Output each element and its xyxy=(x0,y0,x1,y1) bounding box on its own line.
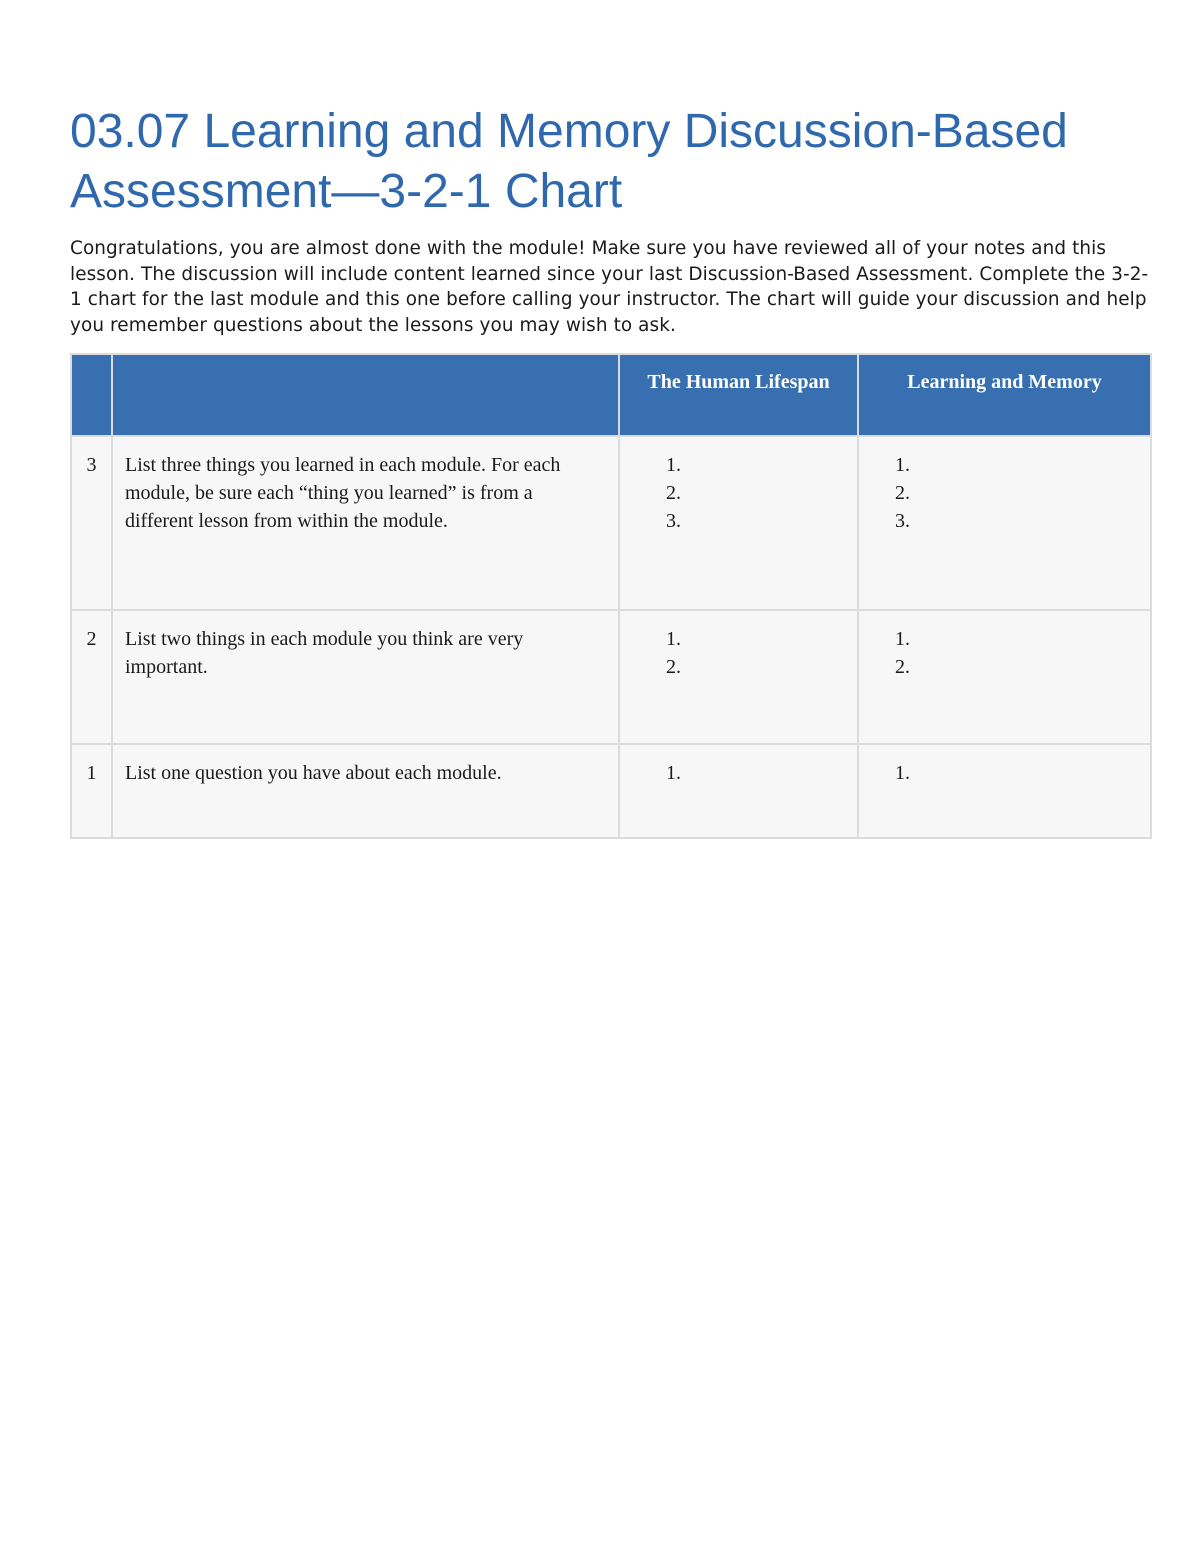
table-row xyxy=(71,744,1151,838)
table-row xyxy=(71,610,1151,744)
list-item: 1. xyxy=(895,762,910,784)
header-human-lifespan: The Human Lifespan xyxy=(619,354,858,436)
chart-header-row xyxy=(71,354,1151,436)
header-description-cell xyxy=(112,354,619,436)
human-lifespan-answer-cell[interactable] xyxy=(619,610,858,744)
list-item: 1. xyxy=(666,762,681,784)
list-item: 2. xyxy=(895,656,910,678)
page-title: 03.07 Learning and Memory Discussion-Based Assessment—3-2-1 Chart xyxy=(70,105,1068,218)
list-item: 1. xyxy=(895,454,910,476)
human-lifespan-answer-cell[interactable] xyxy=(619,744,858,838)
list-item: 1. xyxy=(666,628,681,650)
learning-memory-answer-cell[interactable] xyxy=(858,436,1151,610)
header-number-cell xyxy=(71,354,112,436)
learning-memory-answer-cell[interactable] xyxy=(858,744,1151,838)
list-item: 2. xyxy=(895,482,910,504)
numbered-list xyxy=(859,759,1150,787)
three-two-one-chart xyxy=(70,353,1152,839)
numbered-list xyxy=(620,451,857,535)
intro-paragraph: Congratulations, you are almost done with the module! Make sure you have reviewed all of your notes and this lesson. The discussion will include content learned since your last Discussion-Based Assessment. Complete the 3-2-1 chart for the last module and this one before calling your instructor. The chart will guide your discussion and help you remember questions about the lessons you may wish to ask. xyxy=(70,238,1149,336)
row-description: List two things in each module you think are very important. xyxy=(112,610,619,744)
row-number: 2 xyxy=(71,610,112,744)
list-item: 3. xyxy=(666,510,681,532)
header-learning-and-memory: Learning and Memory xyxy=(858,354,1151,436)
row-description: List three things you learned in each module. For each module, be sure each “thing you learned” is from a different lesson from within the module. xyxy=(112,436,619,610)
numbered-list xyxy=(859,625,1150,681)
learning-memory-answer-cell[interactable] xyxy=(858,610,1151,744)
row-number: 1 xyxy=(71,744,112,838)
numbered-list xyxy=(620,625,857,681)
list-item: 1. xyxy=(666,454,681,476)
row-description: List one question you have about each module. xyxy=(112,744,619,838)
list-item: 1. xyxy=(895,628,910,650)
list-item: 2. xyxy=(666,482,681,504)
numbered-list xyxy=(859,451,1150,535)
list-item: 2. xyxy=(666,656,681,678)
human-lifespan-answer-cell[interactable] xyxy=(619,436,858,610)
table-row xyxy=(71,436,1151,610)
list-item: 3. xyxy=(895,510,910,532)
row-number: 3 xyxy=(71,436,112,610)
numbered-list xyxy=(620,759,857,787)
